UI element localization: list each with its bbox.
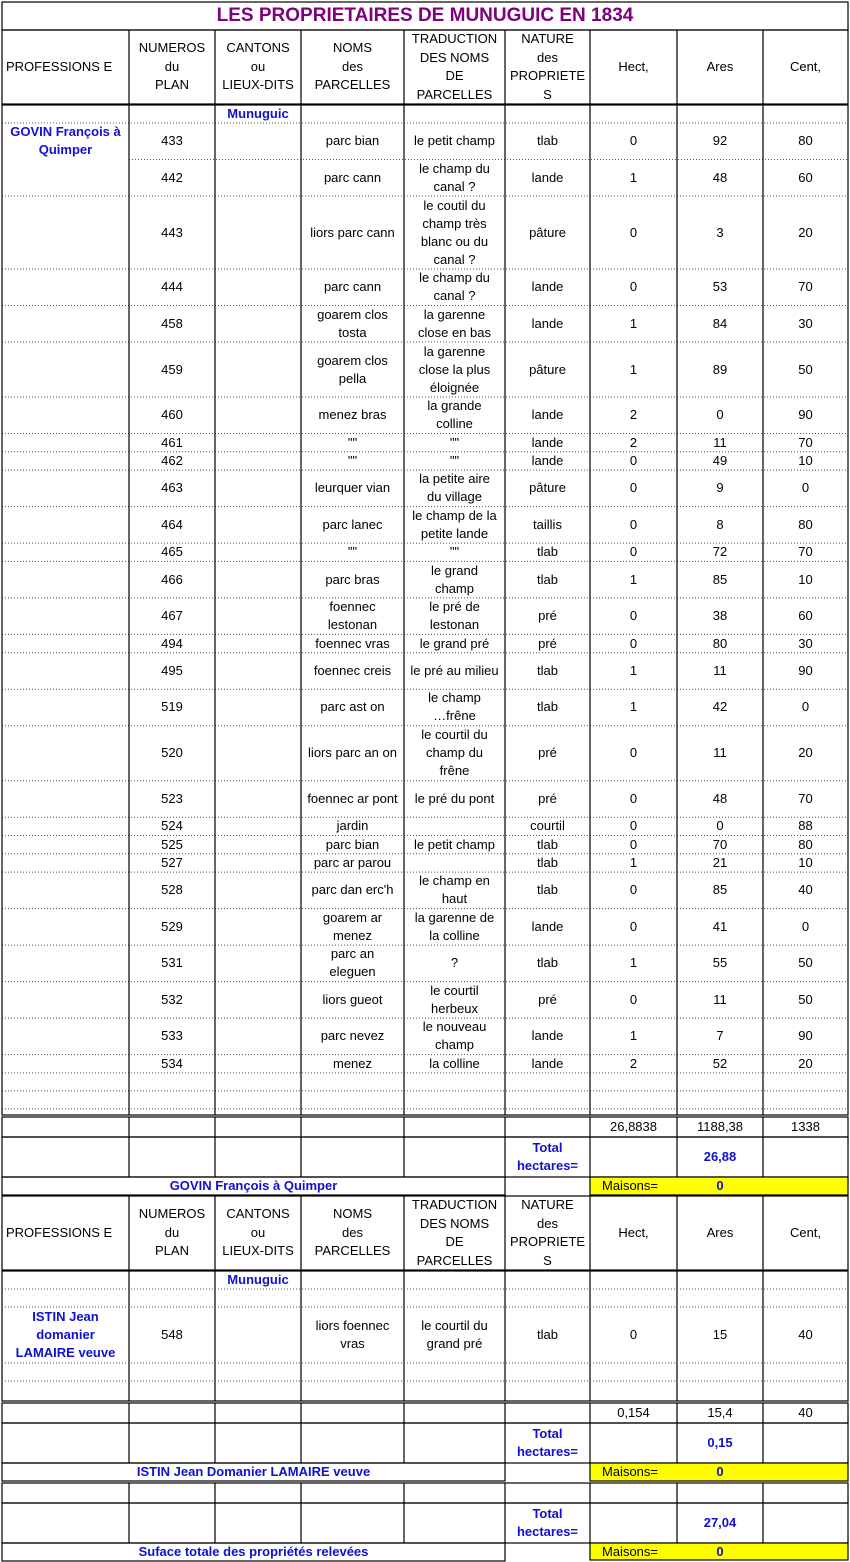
parcel-translation: le champ de la petite lande: [412, 507, 497, 541]
parcel-name: leurquer vian: [314, 480, 391, 496]
centiares-value: 88: [798, 818, 813, 834]
parcel-name: goarem clos tosta: [317, 306, 388, 340]
centiares-value: 90: [798, 662, 813, 678]
property-nature: lande: [531, 1055, 564, 1071]
hectares-value: 0: [629, 818, 638, 834]
hectares-value: 0: [629, 516, 638, 532]
plan-number: 443: [161, 224, 183, 240]
ares-value: 11: [713, 745, 727, 761]
hectares-value: 0: [629, 480, 638, 496]
hectares-value: 1: [629, 361, 638, 377]
parcel-translation: la garenne de la colline: [414, 909, 495, 943]
ares-value: 11: [713, 991, 727, 1007]
parcel-translation: le grand pré: [419, 635, 490, 651]
property-nature: lande: [531, 407, 564, 423]
property-nature: tlab: [537, 854, 558, 870]
parcel-translation: le coutil du champ très blanc ou du canal ?: [420, 197, 489, 267]
parcel-translation: le petit champ: [414, 133, 495, 149]
owner-name: GOVIN François à Quimper: [10, 124, 121, 158]
ares-value: 0: [716, 407, 724, 423]
property-nature: pâture: [529, 480, 566, 496]
property-nature: taillis: [533, 516, 562, 532]
parcel-name: parc bian: [325, 133, 380, 149]
parcel-name: liors foennec vras: [315, 1318, 390, 1351]
centiares-value: 20: [798, 745, 813, 761]
parcel-translation: "": [449, 544, 460, 560]
parcel-translation: la petite aire du village: [419, 471, 490, 505]
owner-name: ISTIN Jean domanier LAMAIRE veuve: [15, 1309, 116, 1360]
column-header: Hect,: [618, 1224, 649, 1240]
parcel-translation: "": [449, 452, 460, 468]
parcel-translation: le champ du canal ?: [419, 270, 490, 304]
plan-number: 524: [161, 818, 183, 834]
hectares-value: 2: [629, 1055, 638, 1071]
hectares-value: 0: [629, 991, 638, 1007]
ares-value: 72: [712, 544, 728, 560]
parcel-translation: le courtil du grand pré: [421, 1318, 488, 1351]
parcel-translation: [404, 854, 505, 872]
hectares-value: 1: [629, 571, 638, 587]
property-nature: lande: [531, 434, 564, 450]
property-nature: tlab: [537, 699, 558, 715]
plan-number: 459: [161, 361, 183, 377]
plan-number: 463: [161, 480, 183, 496]
centiares-value: 70: [798, 434, 813, 450]
parcel-name: liors gueot: [322, 991, 383, 1007]
parcel-name: parc lanec: [322, 516, 383, 532]
plan-number: 495: [161, 662, 183, 678]
property-nature: pré: [538, 745, 557, 761]
parcel-name: goarem ar menez: [322, 909, 383, 943]
maisons-label: Maisons=: [602, 1178, 658, 1193]
hectares-value: 0: [629, 635, 638, 651]
parcel-name: parc cann: [323, 169, 382, 185]
plan-number: 458: [161, 315, 183, 331]
property-nature: lande: [531, 1028, 564, 1044]
centiares-value: 10: [798, 571, 813, 587]
ares-value: 11: [713, 662, 727, 678]
parcel-translation: la colline: [429, 1055, 480, 1071]
plan-number: 520: [161, 745, 183, 761]
plan-number: 462: [161, 452, 183, 468]
column-header: CANTONS ou LIEUX-DITS: [222, 1206, 294, 1259]
plan-number: 527: [161, 854, 183, 870]
parcel-name: parc dan erc'h: [311, 882, 394, 898]
parcel-name: parc bian: [325, 836, 380, 852]
hectares-value: 1: [629, 955, 638, 971]
property-nature: pré: [538, 790, 557, 806]
hectares-value: 1: [629, 315, 638, 331]
plan-number: 528: [161, 882, 183, 898]
parcel-translation: le champ en haut: [419, 873, 490, 907]
plan-number: 532: [161, 991, 183, 1007]
parcel-translation: le pré du pont: [414, 790, 495, 806]
centiares-value: 50: [798, 955, 813, 971]
total-hectares-label: Total hectares=: [516, 1140, 579, 1173]
parcel-name: liors parc cann: [310, 224, 395, 240]
parcel-translation: ?: [450, 955, 459, 971]
property-nature: lande: [531, 315, 564, 331]
total-hectares-label: Total hectares=: [516, 1426, 579, 1459]
centiares-value: 30: [798, 635, 813, 651]
column-header: Ares: [706, 58, 734, 74]
hectares-value: 1: [629, 699, 638, 715]
plan-number: 533: [161, 1028, 183, 1044]
ares-value: 15: [712, 1327, 728, 1342]
column-header: NUMEROS du PLAN: [138, 1206, 206, 1259]
plan-number: 525: [161, 836, 183, 852]
grand-footer-name: Suface totale des propriétés relevées: [138, 1544, 369, 1559]
centiares-value: 80: [798, 836, 813, 852]
ares-value: 42: [712, 699, 728, 715]
ares-value: 49: [712, 452, 728, 468]
property-nature: lande: [531, 169, 564, 185]
hectares-value: 1: [629, 662, 638, 678]
sum-hectares: 26,8838: [610, 1119, 657, 1134]
property-nature: pâture: [529, 361, 566, 377]
plan-number: 466: [161, 571, 183, 587]
property-nature: tlab: [537, 836, 558, 852]
hectares-value: 0: [629, 608, 638, 624]
property-nature: tlab: [537, 955, 558, 971]
ares-value: 89: [712, 361, 728, 377]
property-nature: tlab: [537, 571, 558, 587]
centiares-value: 60: [798, 608, 813, 624]
parcel-name: parc bras: [325, 571, 380, 587]
total-hectares-value: 0,15: [707, 1435, 733, 1450]
ares-value: 38: [712, 608, 728, 624]
centiares-value: 0: [801, 918, 810, 934]
parcel-translation: [404, 817, 505, 835]
property-nature: pré: [538, 608, 557, 624]
sum-ares: 1188,38: [696, 1119, 744, 1134]
property-nature: pré: [538, 991, 557, 1007]
column-header: Ares: [706, 1224, 734, 1240]
ares-value: 55: [712, 955, 728, 971]
ares-value: 21: [712, 854, 728, 870]
plan-number: 464: [161, 516, 183, 532]
maisons-label: Maisons=: [602, 1464, 658, 1479]
property-nature: tlab: [537, 662, 558, 678]
place-label: Munuguic: [227, 106, 289, 121]
parcel-translation: "": [449, 434, 460, 450]
hectares-value: 0: [629, 882, 638, 898]
plan-number: 519: [161, 699, 183, 715]
ares-value: 0: [716, 818, 724, 834]
parcel-translation: le champ …frêne: [428, 690, 481, 724]
parcel-name: "": [347, 434, 358, 450]
ares-value: 85: [712, 882, 728, 898]
ares-value: 48: [712, 169, 728, 185]
hectares-value: 0: [629, 836, 638, 852]
column-header: TRADUCTION DES NOMS DE PARCELLES: [411, 1197, 498, 1268]
centiares-value: 40: [798, 1327, 813, 1342]
parcel-translation: le pré au milieu: [410, 662, 499, 678]
parcel-name: foennec ar pont: [307, 790, 398, 806]
parcel-translation: le pré de lestonan: [429, 599, 480, 633]
hectares-value: 0: [629, 745, 638, 761]
property-nature: courtil: [530, 818, 565, 834]
hectares-value: 0: [629, 279, 638, 295]
ares-value: 11: [713, 434, 727, 450]
property-nature: pré: [538, 635, 557, 651]
maisons-value: 0: [716, 1464, 724, 1479]
parcel-translation: le courtil herbeux: [430, 982, 479, 1016]
hectares-value: 2: [629, 407, 638, 423]
centiares-value: 70: [798, 279, 813, 295]
sum-hectares: 0,154: [617, 1405, 650, 1420]
property-nature: tlab: [537, 133, 558, 149]
ares-value: 41: [712, 918, 728, 934]
hectares-value: 0: [629, 1327, 638, 1342]
column-header: NUMEROS du PLAN: [138, 40, 206, 93]
parcel-translation: le nouveau champ: [422, 1019, 487, 1053]
centiares-value: 50: [798, 361, 813, 377]
ares-value: 8: [716, 516, 724, 532]
hectares-value: 0: [629, 224, 638, 240]
grand-total-value: 27,04: [703, 1515, 737, 1530]
property-nature: lande: [531, 452, 564, 468]
column-header: TRADUCTION DES NOMS DE PARCELLES: [411, 31, 498, 102]
column-header: Cent,: [789, 58, 822, 74]
parcel-name: "": [347, 452, 358, 468]
plan-number: 433: [161, 133, 183, 149]
sum-centiares: 40: [798, 1405, 813, 1420]
hectares-value: 1: [629, 854, 638, 870]
centiares-value: 0: [801, 699, 810, 715]
sum-ares: 15,4: [707, 1405, 733, 1420]
ares-value: 3: [716, 224, 724, 240]
parcel-translation: le grand champ: [431, 562, 478, 596]
owner-footer-name: ISTIN Jean Domanier LAMAIRE veuve: [136, 1464, 371, 1479]
hectares-value: 1: [629, 1028, 638, 1044]
ares-value: 9: [716, 480, 724, 496]
parcel-name: parc cann: [323, 279, 382, 295]
parcel-name: foennec lestonan: [327, 599, 378, 633]
column-header: PROFESSIONS E: [6, 58, 113, 74]
centiares-value: 90: [798, 407, 813, 423]
centiares-value: 90: [798, 1028, 813, 1044]
sum-centiares: 1338: [791, 1119, 820, 1134]
grand-total-label: Total hectares=: [516, 1506, 579, 1539]
centiares-value: 70: [798, 790, 813, 806]
centiares-value: 40: [798, 882, 813, 898]
parcel-name: parc nevez: [320, 1028, 385, 1044]
plan-number: 523: [161, 790, 183, 806]
parcel-name: parc ar parou: [313, 854, 392, 870]
column-header: NATURE des PROPRIETE S: [509, 31, 586, 102]
plan-number: 460: [161, 407, 183, 423]
property-nature: tlab: [537, 1327, 558, 1342]
hectares-value: 0: [629, 133, 638, 149]
property-nature: tlab: [537, 882, 558, 898]
owner-footer-name: GOVIN François à Quimper: [169, 1178, 338, 1193]
column-header: Cent,: [789, 1224, 822, 1240]
centiares-value: 0: [801, 480, 810, 496]
property-nature: pâture: [529, 224, 566, 240]
plan-number: 529: [161, 918, 183, 934]
column-header: NOMS des PARCELLES: [314, 1206, 391, 1259]
centiares-value: 50: [798, 991, 813, 1007]
plan-number: 461: [161, 434, 183, 450]
parcel-name: foennec creis: [313, 662, 392, 678]
plan-number: 444: [161, 279, 183, 295]
ares-value: 48: [712, 790, 728, 806]
parcel-translation: le petit champ: [414, 836, 495, 852]
maisons-value: 0: [716, 1543, 724, 1559]
parcel-translation: le courtil du champ du frêne: [421, 727, 488, 779]
centiares-value: 20: [798, 224, 813, 240]
column-header: NOMS des PARCELLES: [314, 40, 391, 93]
parcel-name: menez: [332, 1055, 373, 1071]
parcel-name: menez bras: [318, 407, 387, 423]
centiares-value: 10: [798, 854, 813, 870]
total-hectares-value: 26,88: [703, 1149, 737, 1164]
column-header: PROFESSIONS E: [6, 1224, 113, 1240]
parcel-translation: la garenne close en bas: [418, 306, 491, 340]
parcel-name: foennec vras: [315, 635, 390, 651]
ares-value: 52: [712, 1055, 728, 1071]
hectares-value: 2: [629, 434, 638, 450]
ares-value: 7: [716, 1028, 724, 1044]
ares-value: 70: [712, 836, 728, 852]
plan-number: 548: [161, 1327, 183, 1342]
ares-value: 80: [712, 635, 728, 651]
property-nature: lande: [531, 279, 564, 295]
column-header: NATURE des PROPRIETE S: [509, 1197, 586, 1268]
ares-value: 53: [712, 279, 728, 295]
parcel-name: "": [347, 544, 358, 560]
hectares-value: 0: [629, 544, 638, 560]
ares-value: 85: [712, 571, 728, 587]
property-nature: lande: [531, 918, 564, 934]
centiares-value: 60: [798, 169, 813, 185]
ares-value: 84: [712, 315, 728, 331]
plan-number: 465: [161, 544, 183, 560]
centiares-value: 80: [798, 516, 813, 532]
plan-number: 531: [161, 955, 183, 971]
parcel-name: parc ast on: [320, 699, 385, 715]
maisons-value: 0: [716, 1178, 724, 1193]
centiares-value: 10: [798, 452, 813, 468]
maisons-label: Maisons=: [602, 1543, 658, 1559]
parcel-translation: la grande colline: [427, 398, 482, 432]
parcel-name: goarem clos pella: [317, 352, 388, 386]
centiares-value: 70: [798, 544, 813, 560]
column-header: Hect,: [618, 58, 649, 74]
centiares-value: 20: [798, 1055, 813, 1071]
sheet-title: LES PROPRIETAIRES DE MUNUGUIC EN 1834: [216, 5, 634, 26]
column-header: CANTONS ou LIEUX-DITS: [222, 40, 294, 93]
parcel-translation: le champ du canal ?: [419, 160, 490, 194]
hectares-value: 0: [629, 918, 638, 934]
parcel-translation: la garenne close la plus éloignée: [418, 343, 491, 395]
plan-number: 534: [161, 1055, 183, 1071]
parcel-name: jardin: [336, 818, 369, 834]
property-nature: tlab: [537, 544, 558, 560]
plan-number: 494: [161, 635, 183, 651]
ares-value: 92: [712, 133, 728, 149]
plan-number: 467: [161, 608, 183, 624]
parcel-name: liors parc an on: [308, 745, 397, 761]
hectares-value: 1: [629, 169, 638, 185]
hectares-value: 0: [629, 452, 638, 468]
parcel-name: parc an eleguen: [329, 946, 376, 980]
centiares-value: 80: [798, 133, 813, 149]
place-label: Munuguic: [227, 1272, 289, 1287]
centiares-value: 30: [798, 315, 813, 331]
hectares-value: 0: [629, 790, 638, 806]
plan-number: 442: [161, 169, 183, 185]
